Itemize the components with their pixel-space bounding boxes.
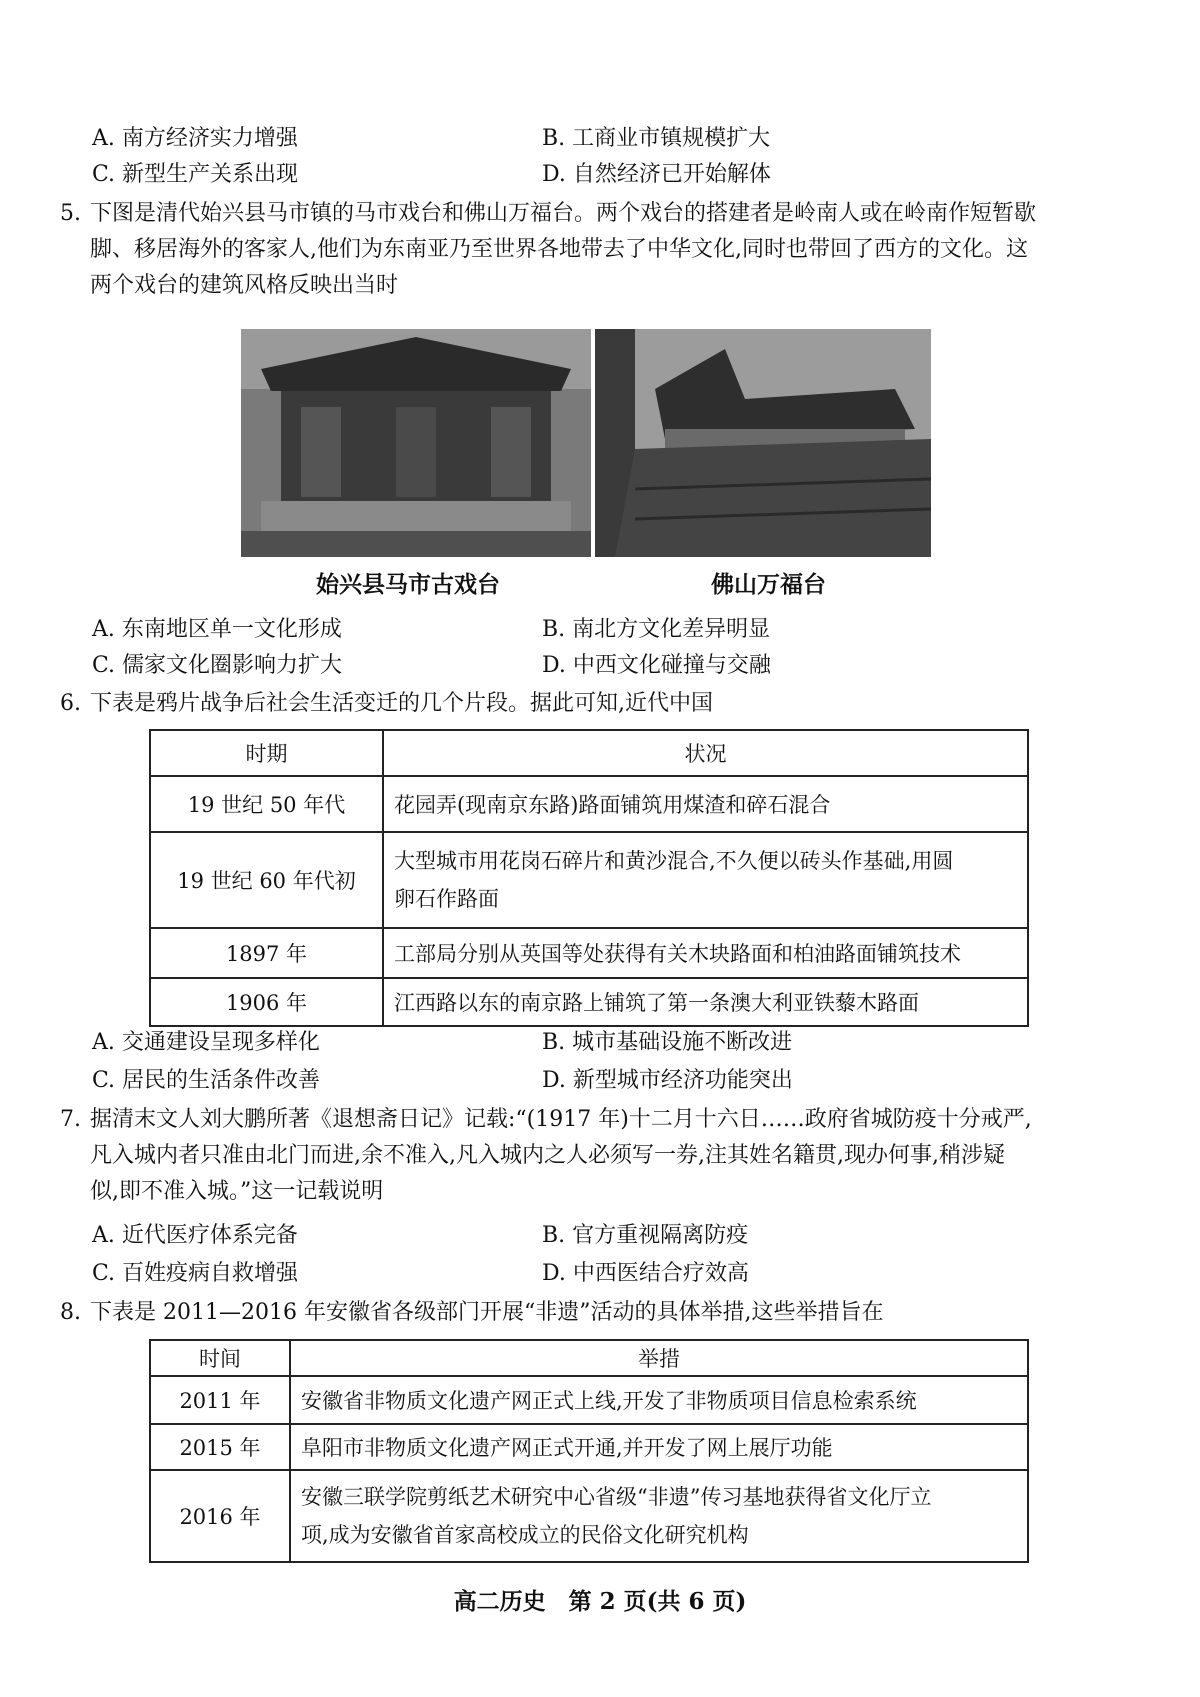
cell-period: 19 世纪 60 年代初	[150, 832, 383, 928]
table-header-row	[150, 1340, 1028, 1376]
table-row	[150, 978, 1028, 1026]
cell-measure: 安徽省非物质文化遗产网正式上线,开发了非物质项目信息检索系统	[290, 1376, 1028, 1424]
q4-options-row-2	[92, 157, 1112, 193]
question-text: 似,即不准入城。”这一记载说明	[90, 1179, 384, 1204]
table-header-row	[150, 730, 1028, 776]
header-time: 时间	[150, 1340, 290, 1376]
cell-measure: 安徽三联学院剪纸艺术研究中心省级“非遗”传习基地获得省文化厅立 项,成为安徽省首家高校成立的民俗文化研究机构	[290, 1470, 1028, 1562]
question-text: 下表是鸦片战争后社会生活变迁的几个片段。据此可知,近代中国	[90, 691, 713, 716]
table-row	[150, 1470, 1028, 1562]
header-measure: 举措	[290, 1340, 1028, 1376]
question-number: 7.	[60, 1107, 81, 1132]
cell-status: 大型城市用花岗石碎片和黄沙混合,不久便以砖头作基础,用圆 卵石作路面	[383, 832, 1028, 928]
cell-period: 1897 年	[150, 928, 383, 978]
q6-option-c[interactable]: C. 居民的生活条件改善	[92, 1068, 321, 1093]
q6-option-b[interactable]: B. 城市基础设施不断改进	[542, 1030, 793, 1055]
question-6	[60, 686, 1100, 722]
cell-year: 2011 年	[150, 1376, 290, 1424]
q5-option-c[interactable]: C. 儒家文化圈影响力扩大	[92, 653, 343, 678]
q7-options-row-1	[92, 1218, 1112, 1254]
question-7	[60, 1102, 1100, 1210]
table-row	[150, 928, 1028, 978]
q7-option-a[interactable]: A. 近代医疗体系完备	[92, 1223, 298, 1248]
header-status: 状况	[383, 730, 1028, 776]
q6-options-row-2	[92, 1063, 1112, 1099]
q5-option-d[interactable]: D. 中西文化碰撞与交融	[542, 653, 771, 678]
question-text: 下表是 2011—2016 年安徽省各级部门开展“非遗”活动的具体举措,这些举措旨在	[90, 1300, 884, 1325]
question-number: 6.	[60, 691, 81, 716]
question-text: 下图是清代始兴县马市镇的马市戏台和佛山万福台。两个戏台的搭建者是岭南人或在岭南作短暂歇	[90, 201, 1037, 226]
q4-options-row-1	[92, 121, 1112, 157]
question-text: 凡入城内者只准由北门而进,余不准入,凡入城内之人必须写一券,注其姓名籍贯,现办何事,稍涉疑	[90, 1143, 1005, 1168]
q7-option-b[interactable]: B. 官方重视隔离防疫	[542, 1223, 749, 1248]
q5-option-a[interactable]: A. 东南地区单一文化形成	[92, 617, 342, 642]
question-text: 脚、移居海外的客家人,他们为东南亚乃至世界各地带去了中华文化,同时也带回了西方的文化。这	[90, 237, 1028, 262]
table-row	[150, 832, 1028, 928]
q6-option-a[interactable]: A. 交通建设呈现多样化	[92, 1030, 320, 1055]
caption-foshan: 佛山万福台	[711, 571, 826, 598]
cell-year: 2015 年	[150, 1424, 290, 1470]
q4-option-a[interactable]: A. 南方经济实力增强	[92, 126, 298, 151]
page-footer: 高二历史 第 2 页(共 6 页)	[453, 1588, 747, 1615]
table-row	[150, 776, 1028, 832]
cell-period: 1906 年	[150, 978, 383, 1026]
photo-shixing-stage	[241, 329, 591, 557]
question-text: 两个戏台的建筑风格反映出当时	[90, 273, 399, 298]
caption-shixing: 始兴县马市古戏台	[316, 571, 500, 598]
q4-option-d[interactable]: D. 自然经济已开始解体	[542, 162, 771, 187]
cell-period: 19 世纪 50 年代	[150, 776, 383, 832]
question-number: 8.	[60, 1300, 81, 1325]
q5-photos	[241, 329, 931, 557]
question-8	[60, 1295, 1100, 1331]
q6-options-row-1	[92, 1025, 1112, 1061]
q8-table	[149, 1339, 1029, 1563]
cell-status: 工部局分别从英国等处获得有关木块路面和柏油路面铺筑技术	[383, 928, 1028, 978]
q7-option-c[interactable]: C. 百姓疫病自救增强	[92, 1261, 299, 1286]
q5-options-row-2	[92, 648, 1112, 684]
q7-options-row-2	[92, 1256, 1112, 1292]
q6-table	[149, 729, 1029, 1027]
cell-status: 花园弄(现南京东路)路面铺筑用煤渣和碎石混合	[383, 776, 1028, 832]
q7-option-d[interactable]: D. 中西医结合疗效高	[542, 1261, 749, 1286]
q5-option-b[interactable]: B. 南北方文化差异明显	[542, 617, 771, 642]
q6-option-d[interactable]: D. 新型城市经济功能突出	[542, 1068, 793, 1093]
question-text: 据清末文人刘大鹏所著《退想斋日记》记载:“(1917 年)十二月十六日……政府省城防疫十分戒严,	[90, 1107, 1032, 1132]
cell-measure: 阜阳市非物质文化遗产网正式开通,并开发了网上展厅功能	[290, 1424, 1028, 1470]
q5-captions	[241, 566, 931, 602]
q4-option-c[interactable]: C. 新型生产关系出现	[92, 162, 299, 187]
table-row	[150, 1424, 1028, 1470]
table-row	[150, 1376, 1028, 1424]
photo-foshan-stage	[595, 329, 931, 557]
cell-year: 2016 年	[150, 1470, 290, 1562]
question-number: 5.	[60, 201, 81, 226]
cell-status: 江西路以东的南京路上铺筑了第一条澳大利亚铁藜木路面	[383, 978, 1028, 1026]
question-5	[60, 196, 1100, 304]
q4-option-b[interactable]: B. 工商业市镇规模扩大	[542, 126, 771, 151]
header-period: 时期	[150, 730, 383, 776]
q5-options-row-1	[92, 612, 1112, 648]
